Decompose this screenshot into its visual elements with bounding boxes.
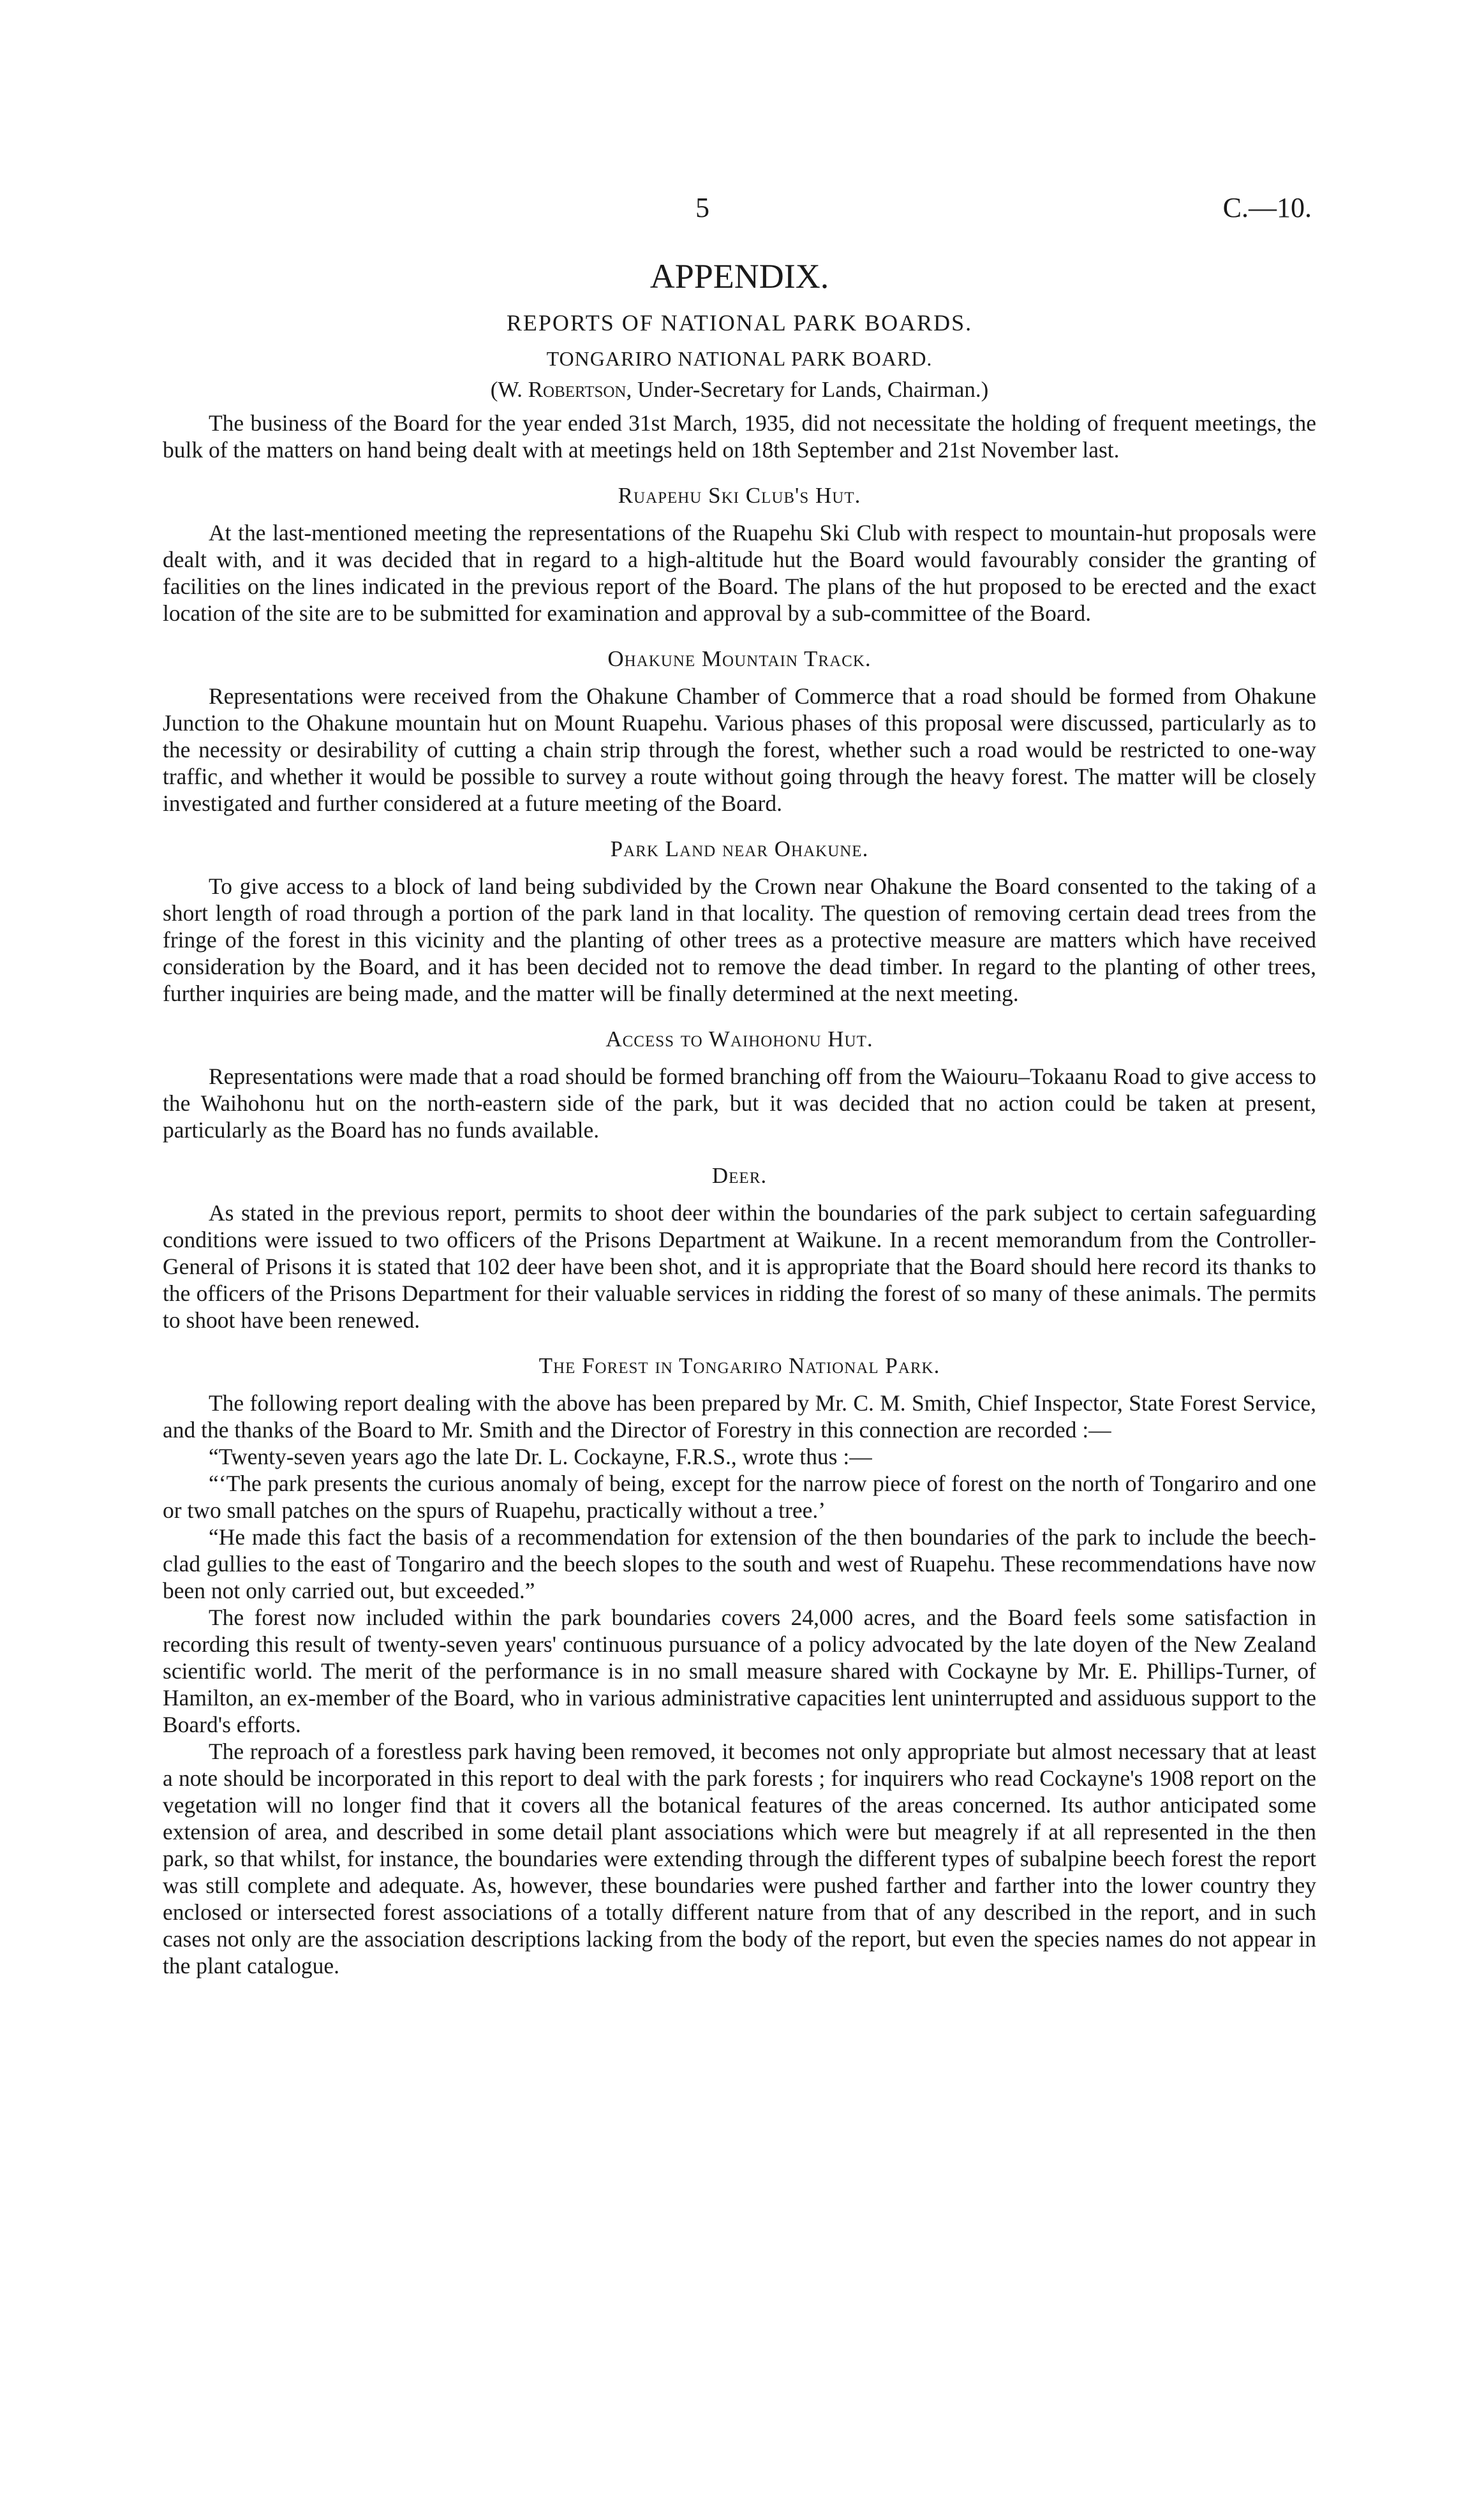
- intro-paragraph: The business of the Board for the year ended 31st March, 1935, did not necessitate the holding of frequent meetings, the bulk of the matters on hand being dealt with at meetings held on 18th September and 21st November last.: [163, 410, 1316, 463]
- page-number: 5: [695, 192, 709, 223]
- appendix-title: APPENDIX.: [649, 257, 829, 295]
- park-land-paragraph: To give access to a block of land being subdivided by the Crown near Ohakune the Board consented to the taking of a short length of road through a portion of the park land in that locality. The question of removing certain dead trees from the fringe of the forest in this vicinity and the planting of other trees as a protective measure are matters which have received consideration by the Board, and it has been decided not to remove the dead timber. In regard to the planting of other trees, further inquiries are being made, and the matter will be finally determined at the next meeting.: [163, 873, 1316, 1006]
- ski-hut-paragraph: At the last-mentioned meeting the representations of the Ruapehu Ski Club with respect to mountain-hut proposals were dealt with, and it was decided that in regard to a high-altitude hut the Board would favourably consider the granting of facilities on the lines indicated in the previous report of the Board. The plans of the hut proposed to be erected and the exact location of the site are to be submitted for examination and approval by a sub-committee of the Board.: [163, 520, 1316, 626]
- section-heading-park-land: Park Land near Ohakune.: [610, 836, 869, 861]
- forest-paragraph-1: The following report dealing with the above has been prepared by Mr. C. M. Smith, Chief Inspector, State Forest Service, and the thanks of the Board to Mr. Smith and the Director of Forestry in this connection are recorded :—: [163, 1390, 1316, 1443]
- chairman-pre: (W.: [490, 377, 528, 402]
- deer-paragraph: As stated in the previous report, permits to shoot deer within the boundaries of the park subject to certain safeguarding conditions were issued to two officers of the Prisons Department at Waikune. In a recent memorandum from the Controller-General of Prisons it is stated that 102 deer have been shot, and it is appropriate that the Board should here record its thanks to the officers of the Prisons Department for their valuable services in ridding the forest of so many of these animals. The permits to shoot have been renewed.: [163, 1200, 1316, 1333]
- chairman-post: , Under-Secretary for Lands, Chairman.): [626, 377, 989, 402]
- chairman-line: [163, 376, 1316, 403]
- section-heading-ohakune-track: Ohakune Mountain Track.: [607, 646, 872, 671]
- page-body: [163, 255, 1316, 1979]
- ohakune-track-paragraph: Representations were received from the Ohakune Chamber of Commerce that a road should be formed from Ohakune Junction to the Ohakune mountain hut on Mount Ruapehu. Various phases of this proposal were discussed, particularly as to the necessity or desirability of cutting a chain strip through the forest, whether such a road would be restricted to one-way traffic, and whether it would be possible to survey a route without going through the heavy forest. The matter will be closely investigated and further considered at a future meeting of the Board.: [163, 683, 1316, 816]
- board-title: TONGARIRO NATIONAL PARK BOARD.: [546, 347, 933, 370]
- section-heading-deer: Deer.: [711, 1163, 768, 1188]
- forest-quote-2: “‘The park presents the curious anomaly of being, except for the narrow piece of forest on the north of Tongariro and one or two small patches on the spurs of Ruapehu, practically without a tree.’: [163, 1471, 1316, 1523]
- chairman-name: Robertson: [528, 377, 627, 402]
- forest-quote-1: “Twenty-seven years ago the late Dr. L. Cockayne, F.R.S., wrote thus :—: [209, 1444, 872, 1469]
- forest-quote-3: “He made this fact the basis of a recommendation for extension of the then boundaries of the park to include the beech-clad gullies to the east of Tongariro and the beech slopes to the south and west of Ruapehu. These recommendations have now been not only carried out, but exceeded.”: [163, 1524, 1316, 1603]
- section-heading-forest: The Forest in Tongariro National Park.: [538, 1353, 940, 1378]
- forest-paragraph-3: The reproach of a forestless park having been removed, it becomes not only appropriate but almost necessary that at least a note should be incorporated in this report to deal with the park forests ; for inquirers who read Cockayne's 1908 report on the vegetation will no longer find that it covers all the botanical features of the areas concerned. Its author anticipated some extension of area, and described in some detail plant associations which were but meagrely if at all represented in the then park, so that whilst, for instance, the boundaries were extending through the different types of subalpine beech forest the report was still complete and adequate. As, however, these boundaries were pushed farther and farther into the lower country they enclosed or intersected forest associations of a totally different nature from that of any described in the report, and in such cases not only are the association descriptions lacking from the body of the report, but even the species names do not appear in the plant catalogue.: [163, 1739, 1316, 1978]
- reports-title: REPORTS OF NATIONAL PARK BOARDS.: [506, 310, 973, 336]
- waihohonu-paragraph: Representations were made that a road should be formed branching off from the Waiouru–Tokaanu Road to give access to the Waihohonu hut on the north-eastern side of the park, but it was decided that no action could be taken at present, particularly as the Board has no funds available.: [163, 1064, 1316, 1143]
- section-heading-waihohonu: Access to Waihohonu Hut.: [605, 1027, 873, 1051]
- document-reference: C.—10.: [1222, 192, 1312, 223]
- forest-paragraph-2: The forest now included within the park boundaries covers 24,000 acres, and the Board feels some satisfaction in recording this result of twenty-seven years' continuous pursuance of a policy advocated by the late doyen of the New Zealand scientific world. The merit of the performance is in no small measure shared with Cockayne by Mr. E. Phillips-Turner, of Hamilton, an ex-member of the Board, who in various administrative capacities lent uninterrupted and assiduous support to the Board's efforts.: [163, 1605, 1316, 1737]
- section-heading-ski-hut: Ruapehu Ski Club's Hut.: [618, 483, 861, 508]
